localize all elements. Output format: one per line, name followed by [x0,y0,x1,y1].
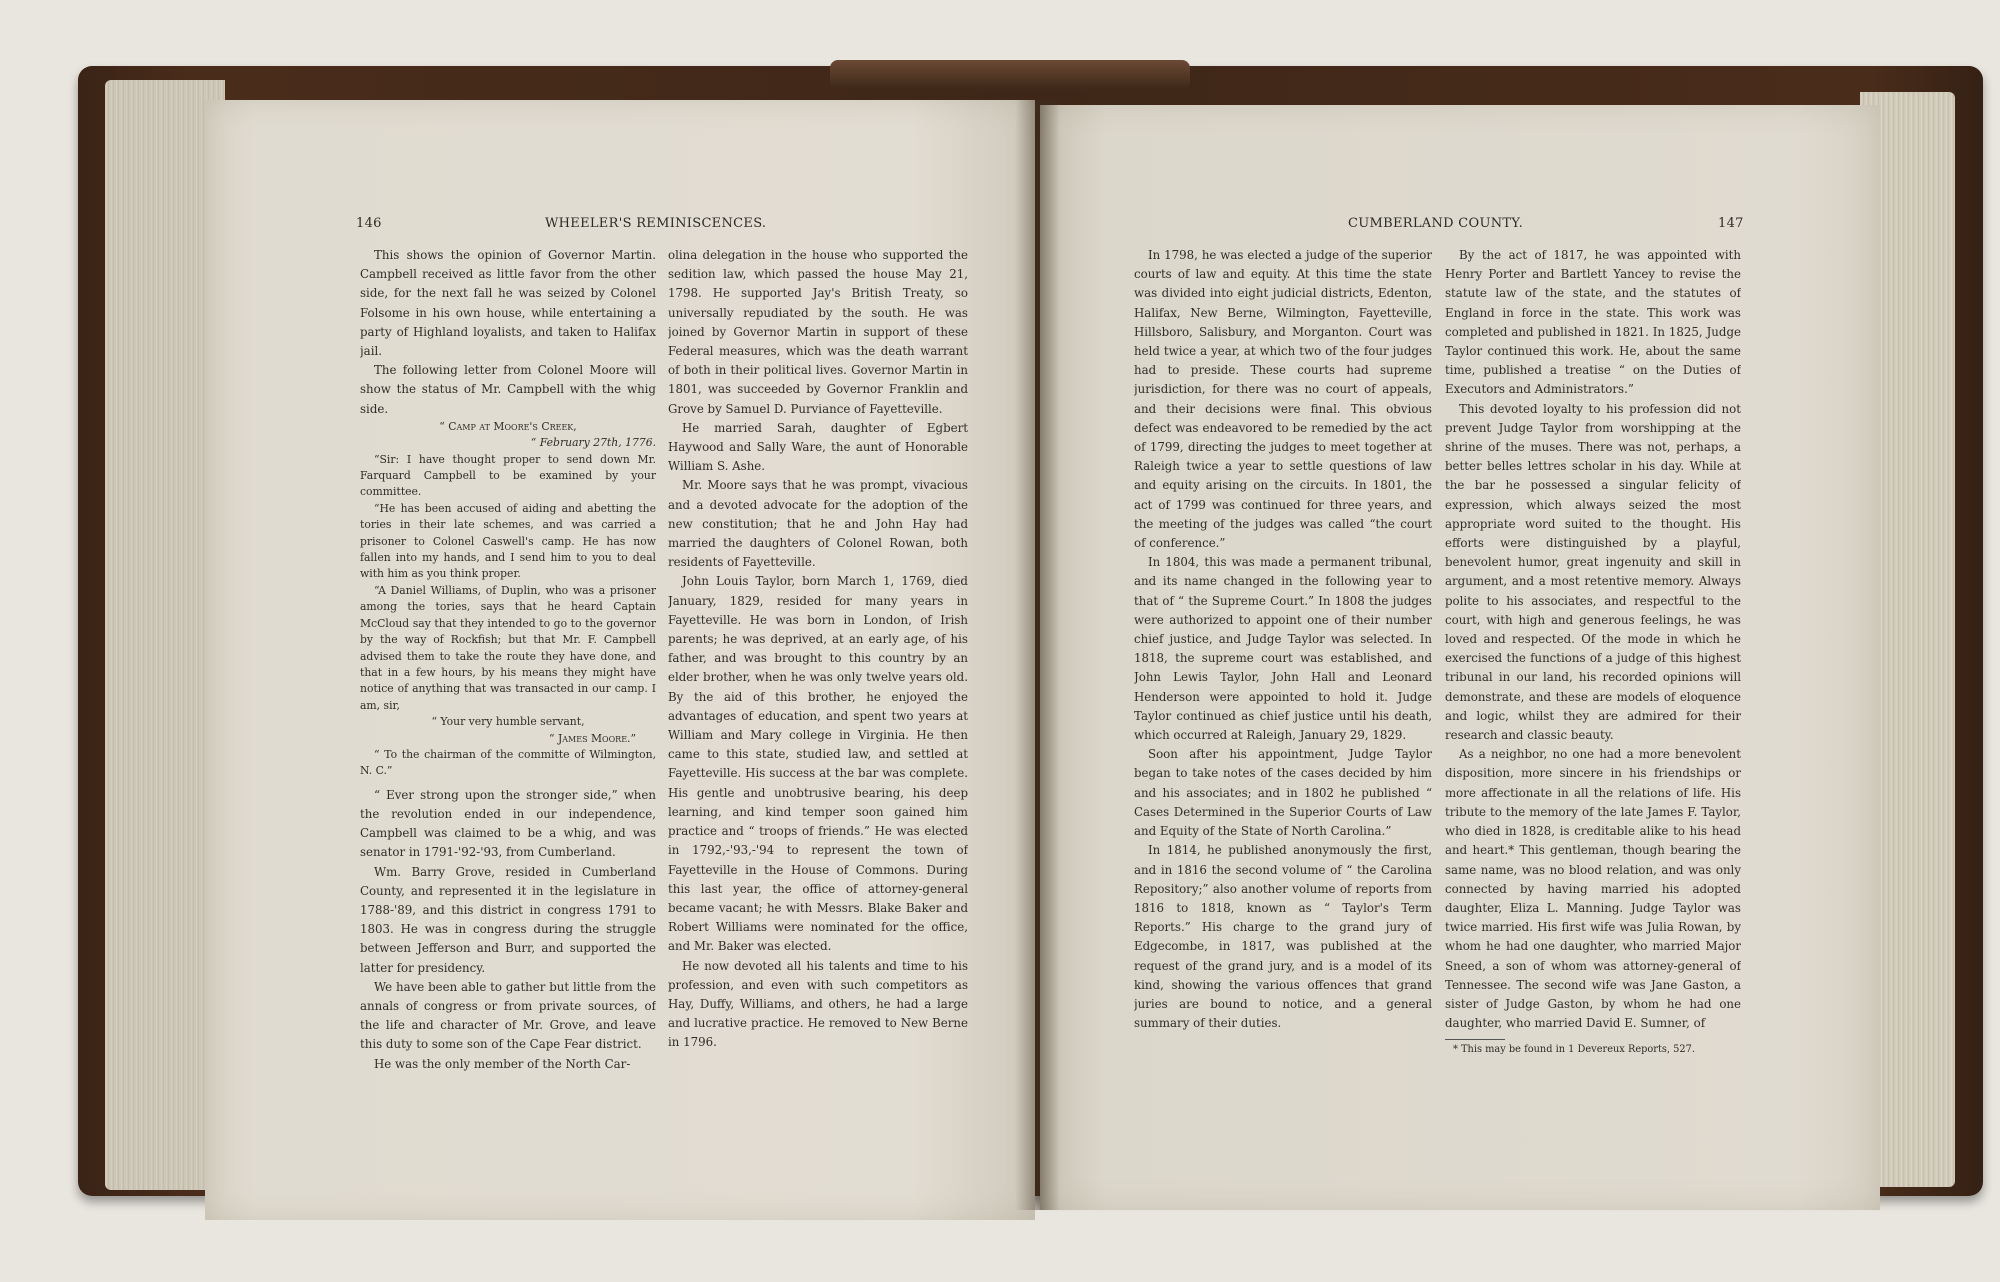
letter-heading-place: “ Camp at Moore's Creek, [439,419,577,433]
page-number-left: 146 [356,216,382,231]
paragraph: Wm. Barry Grove, resided in Cumberland County, and represented it in the legislature in 1788-'89, and this district in congress 1791 to 1803. He was in congress during the struggle between Jefferson and Burr, and supported the latter for presidency. [360,864,656,975]
paragraph: This devoted loyalty to his profession did not prevent Judge Taylor from worshipping at the shrine of the muses. There was not, perhaps, a better belles lettres scholar in his day. While at the bar he possessed a singular felicity of expression, which always seized the most appropriate word suited to the thought. His efforts were distinguished by a playful, benevolent humor, great ingenuity and skill in argument, and a most retentive memory. Always polite to his associates, and respectful to the court, with high and generous feelings, he was loved and respected. Of the mode in which he exercised the functions of a judge of this highest tribunal in our land, his recorded opinions will demonstrate, and these are models of eloquence and logic, whilst they are admired for their research and classic beauty. [1445,401,1741,743]
right-page-column-2 [1445,246,1741,1076]
letter-paragraph: “A Daniel Williams, of Duplin, who was a prisoner among the tories, says that he heard Captain McCloud say that they intended to go to the governor by the way of Rockfish; but that Mr. F. Campbell advised them to take the route they have done, and that in a few hours, by his means they might have notice of anything that was transacted in our camp. I am, sir, [360,583,656,712]
book-gutter [1015,100,1060,1210]
paragraph: In 1814, he published anonymously the first, and in 1816 the second volume of “ the Carolina Repository;” also another volume of reports from 1816 to 1818, known as “ Taylor's Term Reports.” His charge to the grand jury of Edgecombe, in 1817, was published at the request of the grand jury, and is a model of its kind, showing the various offences that grand juries are bound to notice, and a general summary of their duties. [1134,843,1432,1031]
letter-paragraph: “He has been accused of aiding and abetting the tories in their late schemes, and was carried a prisoner to Colonel Caswell's camp. He has now fallen into my hands, and I send him to you to deal with him as you think proper. [360,501,656,581]
book-spine [830,60,1190,90]
right-page-column-1 [1134,246,1432,1076]
paragraph: In 1804, this was made a permanent tribunal, and its name changed in the following year to that of “ the Supreme Court.” In 1808 the judges were authorized to appoint one of their number chief justice, and Judge Taylor was selected. In 1818, the supreme court was established, and John Lewis Taylor, John Hall and Leonard Henderson were appointed to hold it. Judge Taylor continued as chief justice until his death, which occurred at Raleigh, January 29, 1829. [1134,555,1432,743]
paragraph: In 1798, he was elected a judge of the superior courts of law and equity. At this time the state was divided into eight judicial districts, Edenton, Halifax, New Berne, Wilmington, Fayetteville, Hillsboro, Salisbury, and Morganton. Court was held twice a year, at which two of the four judges had to preside. These courts had supreme jurisdiction, for there was no court of appeals, and their decisions were final. This obvious defect was endeavored to be remedied by the act of 1799, directing the judges to meet together at Raleigh twice a year to settle questions of law and equity arising on the circuits. In 1801, the act of 1799 was continued for three years, and the meeting of the judges was called “the court of conference.” [1134,248,1432,551]
left-page-column-1 [360,246,656,1076]
paragraph: We have been able to gather but little from the annals of congress or from private sources, of the life and character of Mr. Grove, and leave this duty to some son of the Cape Fear district. [360,979,656,1052]
footnote: * This may be found in 1 Devereux Reports, 527. [1453,1044,1695,1056]
paragraph: This shows the opinion of Governor Martin. Campbell received as little favor from the other side, for the next fall he was seized by Colonel Folsome in his own house, while entertaining a party of Highland loyalists, and taken to Halifax jail. [360,248,656,359]
paragraph: The following letter from Colonel Moore will show the status of Mr. Campbell with the whig side. [360,363,656,416]
running-head-right: CUMBERLAND COUNTY. [1348,216,1524,231]
letter-paragraph: “Sir: I have thought proper to send down Mr. Farquard Campbell to be examined by your committee. [360,452,656,499]
running-head-left: WHEELER'S REMINISCENCES. [545,216,767,231]
footnote-rule [1445,1039,1505,1040]
paragraph: He was the only member of the North Car- [374,1056,631,1071]
left-page-column-2 [668,246,968,1076]
letter-address: “ To the chairman of the committe of Wilmington, N. C.” [360,747,656,778]
paragraph: As a neighbor, no one had a more benevolent disposition, more sincere in his friendships or more affectionate in all the relations of life. His tribute to the memory of the late James F. Taylor, who died in 1828, is creditable alike to his head and heart.* This gentleman, though bearing the same name, was no blood relation, and was only connected by having married his adopted daughter, Eliza L. Manning. Judge Taylor was twice married. His first wife was Julia Rowan, by whom he had one daughter, who married Major Sneed, a son of whom was attorney-general of Tennessee. The second wife was Jane Gaston, a sister of Judge Gaston, by whom he had one daughter, who married David E. Sumner, of [1445,747,1741,1031]
paragraph: He married Sarah, daughter of Egbert Haywood and Sally Ware, the aunt of Honorable William S. Ashe. [668,420,968,474]
paragraph: “ Ever strong upon the stronger side,” when the revolution ended in our independence, Campbell was claimed to be a whig, and was senator in 1791-'92-'93, from Cumberland. [360,787,656,860]
paragraph: olina delegation in the house who supported the sedition law, which passed the house May 21, 1798. He supported Jay's British Treaty, so universally repudiated by the south. He was joined by Governor Martin in support of these Federal measures, which was the death warrant of both in their political lives. Governor Martin in 1801, was succeeded by Governor Franklin and Grove by Samuel D. Purviance of Fayetteville. [668,248,968,416]
paragraph: John Louis Taylor, born March 1, 1769, died January, 1829, resided for many years in Fayetteville. He was born in London, of Irish parents; he was deprived, at an early age, of his father, and was brought to this country by an elder brother, when he was only twelve years old. By the aid of this brother, he enjoyed the advantages of education, and spent two years at William and Mary college in Virginia. He then came to this state, studied law, and settled at Fayetteville. His success at the bar was complete. His gentle and unobtrusive bearing, his deep learning, and kind temper soon gained him practice and “ troops of friends.” He was elected in 1792,-'93,-'94 to represent the town of Fayetteville in the House of Commons. During this last year, the office of attorney-general became vacant; he with Messrs. Blake Baker and Robert Williams were nominated for the office, and Mr. Baker was elected. [668,574,968,954]
paragraph: By the act of 1817, he was appointed with Henry Porter and Bartlett Yancey to revise the statute law of the state, and the statutes of England in force in the state. This work was completed and published in 1821. In 1825, Judge Taylor continued this work. He, about the same time, published a treatise “ on the Duties of Executors and Administrators.” [1445,248,1741,397]
letter-signature: “ James Moore.” [549,731,636,745]
paragraph: Mr. Moore says that he was prompt, vivacious and a devoted advocate for the adoption of the new constitution; that he and John Hay had married the daughters of Colonel Rowan, both residents of Fayetteville. [668,478,968,570]
letter-heading-date: “ February 27th, 1776. [530,436,656,450]
letter-closing: “ Your very humble servant, [431,715,585,729]
paragraph: He now devoted all his talents and time to his profession, and even with such competitors as Hay, Duffy, Williams, and others, he had a large and lucrative practice. He removed to New Berne in 1796. [668,958,968,1050]
paragraph: Soon after his appointment, Judge Taylor began to take notes of the cases decided by him and his associates; and in 1802 he published “ Cases Determined in the Superior Courts of Law and Equity of the State of North Carolina.” [1134,747,1432,839]
page-number-right: 147 [1718,216,1744,231]
